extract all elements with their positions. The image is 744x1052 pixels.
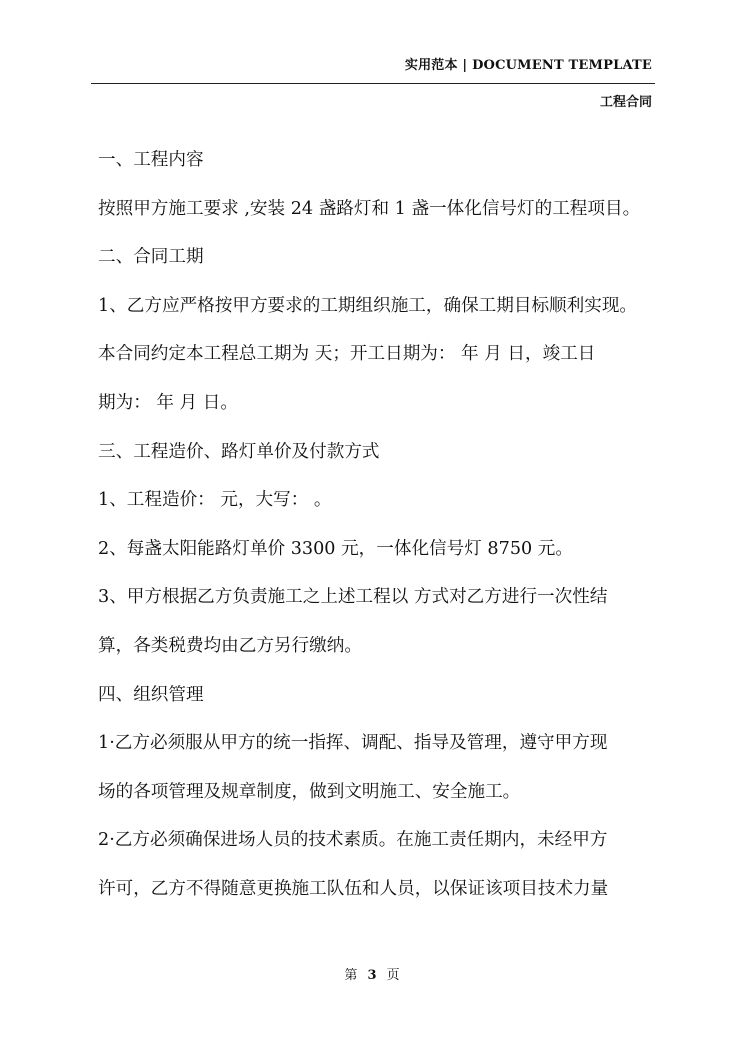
page-suffix: 页 (386, 968, 400, 983)
paragraph-line: 3、甲方根据乙方负责施工之上述工程以 方式对乙方进行一次性结 (98, 587, 608, 608)
paragraph-line: 1·乙方必须服从甲方的统一指挥、调配、指导及管理，遵守甲方现 (98, 733, 608, 754)
paragraph-line: 场的各项管理及规章制度，做到文明施工、安全施工。 (98, 781, 521, 802)
paragraph-line: 1、工程造价： 元，大写： 。 (98, 490, 332, 511)
paragraph-line: 本合同约定本工程总工期为 天；开工日期为： 年 月 日，竣工日 (98, 344, 596, 365)
section-heading-1: 一、工程内容 (98, 150, 204, 170)
document-body (98, 136, 664, 914)
page-number: 3 (367, 968, 377, 983)
paragraph-line: 按照甲方施工要求 ,安装 24 盏路灯和 1 盏一体化信号灯的工程项目。 (98, 198, 641, 219)
page-footer (0, 964, 744, 983)
header-divider (91, 83, 655, 84)
section-heading-4: 四、组织管理 (98, 684, 204, 705)
section-heading-2: 二、合同工期 (98, 247, 204, 268)
paragraph-line: 算，各类税费均由乙方另行缴纳。 (98, 635, 362, 656)
paragraph-line: 1、乙方应严格按甲方要求的工期组织施工，确保工期目标顺利实现。 (98, 295, 638, 316)
paragraph-line: 2、每盏太阳能路灯单价 3300 元，一体化信号灯 8750 元。 (98, 538, 573, 559)
header-template-label: 实用范本 | DOCUMENT TEMPLATE (404, 58, 652, 73)
paragraph-line: 2·乙方必须确保进场人员的技术素质。在施工责任期内，未经甲方 (98, 830, 608, 851)
paragraph-line: 期为： 年 月 日。 (98, 392, 238, 413)
header-document-title: 工程合同 (599, 95, 652, 110)
paragraph-line: 许可，乙方不得随意更换施工队伍和人员，以保证该项目技术力量 (98, 878, 609, 899)
section-heading-3: 三、工程造价、路灯单价及付款方式 (98, 441, 380, 462)
page-prefix: 第 (344, 968, 358, 983)
